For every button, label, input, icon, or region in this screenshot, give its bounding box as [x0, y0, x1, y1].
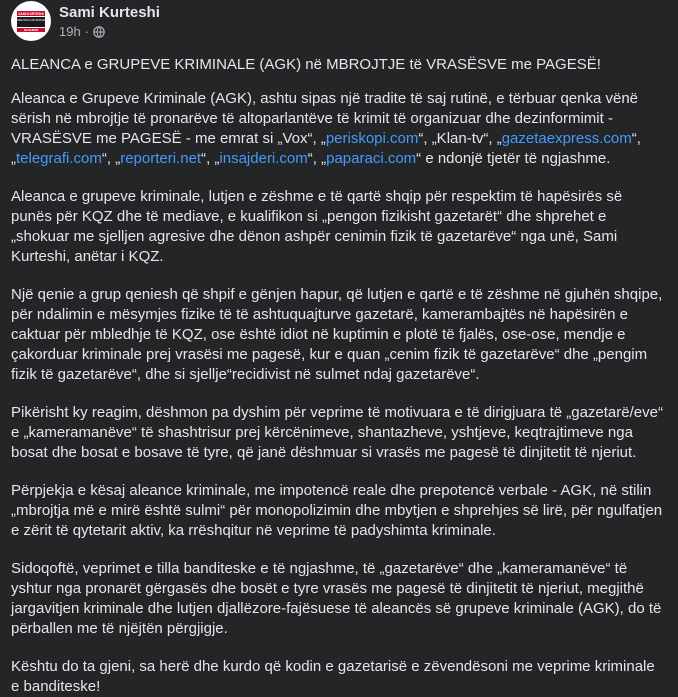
p1-text-e: “, „ — [201, 150, 220, 167]
avatar-middle-text: DREJTËSI LIRI BARAZI — [16, 19, 46, 22]
p1-text-g: “ e ndonjë tjetër të ngjashme. — [416, 150, 611, 167]
link-periskopi[interactable]: periskopi.com — [325, 130, 419, 147]
post-paragraph-2: Aleanca e grupeve kriminale, lutjen e zëshme e të qartë shqip për respektim të hapësirës së punës për KQZ dhe të mediave, e kualifikon si „pengon fizikisht gazetarët“ dhe shprehet e „shokuar me sjelljen agresive dhe dënon ashpër cenimin fizik të gazetarëve“ nga unë, Sami Kurteshi, anëtar i KQZ. — [11, 188, 623, 265]
candidate-logo-icon — [12, 2, 50, 40]
post-paragraph-6: Sidoqoftë, veprimet e tilla banditeske e të ngjashme, të „gazetarëve“ dhe „kameramanëve“ të yshtur nga pronarët gërgasës dhe bosët e tyre vrasës me pagesë të dinjitetit të njeriut, megjithë jargavitjen kriminale dhe lutjen djallëzore-fajësuese të aleancës së grupeve kriminale (AGK), do të përballen me të njëjtën përgjigje. — [11, 560, 662, 637]
post-paragraph-1 — [11, 89, 664, 169]
separator-dot: · — [84, 24, 90, 39]
p1-text-b: “, „Klan-tv“, „ — [418, 130, 502, 147]
p1-text-a: Aleanca e Grupeve Kriminale (AGK), ashtu sipas një tradite të saj rutinë, e tërbuar qenka vënë sërish në mbrojtje të pronarëve të altoparlantëve të krimit të organizuar dhe dezinformimit - VRASËSVE me PAGESË - me emrat si „Vox“, „ — [11, 90, 639, 147]
link-telegrafi[interactable]: telegrafi.com — [16, 150, 102, 167]
post-paragraph-4: Pikërisht ky reagim, dëshmon pa dyshim për veprime të motivuara e të dirigjuara të „gazetarë/eve“ e „kameramanëve“ të shashtrisur prej kërcënimeve, shantazheve, yshtjeve, keqtrajtimeve nga bosat dhe bosat e bosave të tyre, që janë dëshmuar si vrasës me pagesë të dinjitetit të njeriut. — [11, 404, 663, 461]
p1-text-c: “, „ — [11, 130, 641, 167]
p1-text-d: “, „ — [101, 150, 121, 167]
post-time[interactable]: 19h — [59, 24, 81, 39]
post-header — [11, 0, 664, 51]
post-content — [11, 55, 664, 697]
link-paparaci[interactable]: paparaci.com — [326, 150, 417, 167]
author-avatar[interactable] — [11, 1, 51, 41]
post-paragraph-3: Një qenie a grup qeniesh që shpif e gënjen hapur, që lutjen e qartë e të zëshme në gjuhën shqipe, për ndalimin e mësymjes fizike të të ashtuquajturve gazetarë, kamerambajtës në hapësirën e caktuar për mbledhje të KQZ, ose është idiot në kuptimin e plotë të fjalës, ose-ose, mendje e çakorduar kriminale prej vrasësi me pagesë, kur e quan „cenim fizik të gazetarëve“ dhe „pengim fizik të gazetarëve“, dhe si sjellje“recidivist në sulmet ndaj gazetarëve“. — [11, 286, 663, 383]
globe-icon[interactable] — [93, 26, 105, 38]
post-title: ALEANCA e GRUPEVE KRIMINALE (AGK) në MBROJTJE të VRASËSVE me PAGESË! — [11, 56, 601, 73]
post-meta — [59, 1, 160, 40]
post-paragraph-7: Kështu do ta gjeni, sa herë dhe kurdo që kodin e gazetarisë e zëvendësoni me veprime kriminale e banditeske! — [11, 658, 655, 695]
link-insajderi[interactable]: insajderi.com — [219, 150, 308, 167]
link-gazetaexpress[interactable]: gazetaexpress.com — [501, 130, 632, 147]
p1-text-f: “, „ — [307, 150, 327, 167]
link-reporteri[interactable]: reporteri.net — [120, 150, 202, 167]
avatar-bottom-text: BASHKIM — [24, 28, 38, 33]
post-subline — [59, 24, 160, 40]
avatar-top-text: SAMI KURTESHI — [18, 12, 44, 16]
post-paragraph-5: Përpjekja e kësaj aleance kriminale, me impotencë reale dhe prepotencë verbale - AGK, në stilin „mbrojtja më e mirë është sulmi“ për monopolizimin dhe mbytjen e shprehjes së lirë, për ngulfatjen e zërit të qytetarit aktiv, ka rrëshqitur në veprime të padyshimta kriminale. — [11, 482, 663, 539]
author-name[interactable]: Sami Kurteshi — [59, 4, 160, 21]
